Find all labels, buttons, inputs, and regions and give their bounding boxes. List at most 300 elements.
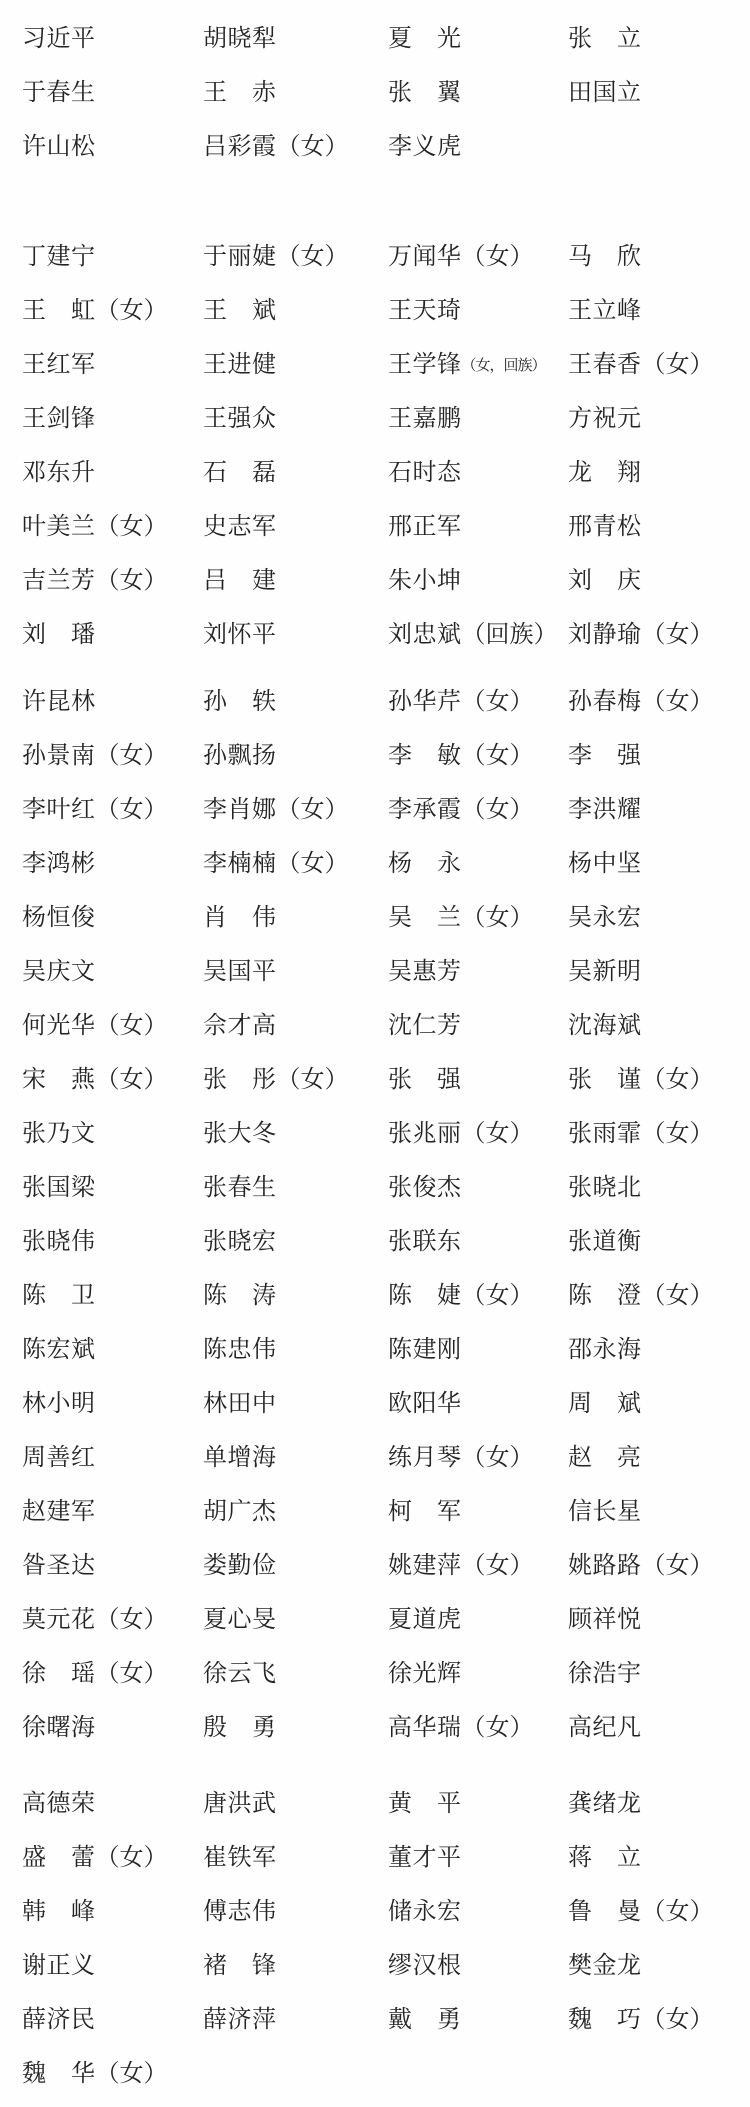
person-name: 许昆林	[22, 689, 96, 715]
gender-ethnic-note: （女）	[461, 1715, 534, 1741]
name-row	[0, 120, 750, 174]
person-name: 李楠楠	[203, 851, 277, 877]
name-block	[0, 1777, 750, 2101]
name-row	[0, 1647, 750, 1701]
name-cell	[388, 1282, 534, 1310]
name-cell	[568, 1790, 642, 1818]
name-row	[0, 1939, 750, 1993]
gender-ethnic-note: （女）	[641, 1553, 714, 1579]
person-name: 高纪凡	[568, 1715, 642, 1741]
name-cell	[568, 850, 642, 878]
person-name: 石 磊	[203, 460, 277, 486]
name-row	[0, 999, 750, 1053]
gender-ethnic-note: （女，回族）	[461, 358, 546, 374]
name-cell	[203, 688, 277, 716]
person-name: 王强众	[203, 406, 277, 432]
name-block	[0, 12, 750, 174]
name-cell	[568, 1714, 642, 1742]
person-name: 欧阳华	[388, 1391, 462, 1417]
name-row	[0, 446, 750, 500]
name-cell	[203, 1790, 277, 1818]
name-cell	[22, 1336, 96, 1364]
name-block	[0, 230, 750, 662]
person-name: 张 立	[568, 26, 642, 52]
name-row	[0, 891, 750, 945]
name-row	[0, 338, 750, 392]
person-name: 张乃文	[22, 1121, 96, 1147]
person-name: 黄 平	[388, 1791, 462, 1817]
person-name: 丁建宁	[22, 244, 96, 270]
person-name: 杨中坚	[568, 851, 642, 877]
name-cell	[22, 1444, 96, 1472]
gender-ethnic-note: （女）	[641, 1283, 714, 1309]
name-cell	[203, 1012, 277, 1040]
person-name: 孙飘扬	[203, 743, 277, 769]
name-row	[0, 392, 750, 446]
name-row	[0, 1215, 750, 1269]
name-row	[0, 1539, 750, 1593]
person-name: 李洪耀	[568, 797, 642, 823]
person-name: 张晓宏	[203, 1229, 277, 1255]
name-row	[0, 1593, 750, 1647]
name-cell	[22, 1012, 168, 1040]
person-name: 邢正军	[388, 514, 462, 540]
person-name: 薛济萍	[203, 2007, 277, 2033]
name-cell	[22, 742, 168, 770]
gender-ethnic-note: （女）	[461, 1121, 534, 1147]
person-name: 李肖娜	[203, 797, 277, 823]
gender-ethnic-note: （女）	[641, 352, 714, 378]
name-cell	[568, 1066, 714, 1094]
person-name: 马 欣	[568, 244, 642, 270]
name-cell	[22, 850, 96, 878]
person-name: 谢正义	[22, 1953, 96, 1979]
person-name: 张晓北	[568, 1175, 642, 1201]
name-cell	[203, 850, 349, 878]
name-cell	[22, 904, 96, 932]
person-name: 王 虹	[22, 298, 96, 324]
name-cell	[568, 243, 642, 271]
person-name: 张联东	[388, 1229, 462, 1255]
person-name: 薛济民	[22, 2007, 96, 2033]
name-row	[0, 1161, 750, 1215]
name-cell	[22, 1898, 96, 1926]
person-name: 徐浩宇	[568, 1661, 642, 1687]
name-cell	[203, 1066, 349, 1094]
gender-ethnic-note: （女）	[95, 1845, 168, 1871]
gender-ethnic-note: （女）	[461, 797, 534, 823]
name-row	[0, 837, 750, 891]
name-cell	[568, 904, 642, 932]
name-cell	[388, 1790, 462, 1818]
gender-ethnic-note: （女）	[276, 851, 349, 877]
name-cell	[568, 351, 714, 379]
name-cell	[203, 459, 277, 487]
person-name: 单增海	[203, 1445, 277, 1471]
name-cell	[203, 1174, 277, 1202]
person-name: 夏 光	[388, 26, 462, 52]
person-name: 张俊杰	[388, 1175, 462, 1201]
person-name: 田国立	[568, 80, 642, 106]
name-row	[0, 608, 750, 662]
gender-ethnic-note: （女）	[461, 689, 534, 715]
name-cell	[22, 958, 96, 986]
name-cell	[203, 297, 277, 325]
person-name: 崔铁军	[203, 1845, 277, 1871]
name-cell	[388, 243, 534, 271]
person-name: 盛 蕾	[22, 1845, 96, 1871]
name-cell	[203, 243, 349, 271]
name-cell	[568, 621, 714, 649]
name-cell	[22, 351, 96, 379]
name-cell	[203, 1952, 277, 1980]
person-name: 高德荣	[22, 1791, 96, 1817]
name-cell	[203, 904, 277, 932]
name-cell	[568, 567, 642, 595]
person-name: 张 谨	[568, 1067, 642, 1093]
person-name: 吉兰芳	[22, 568, 96, 594]
name-row	[0, 729, 750, 783]
person-name: 魏 华	[22, 2061, 96, 2087]
person-name: 王进健	[203, 352, 277, 378]
name-cell	[203, 25, 277, 53]
name-cell	[568, 742, 642, 770]
name-cell	[388, 1660, 462, 1688]
name-cell	[22, 1390, 96, 1418]
person-name: 王学锋	[388, 352, 462, 378]
name-cell	[568, 1120, 714, 1148]
person-name: 陈 婕	[388, 1283, 462, 1309]
name-cell	[203, 133, 349, 161]
name-cell	[388, 1606, 462, 1634]
gender-ethnic-note: （女）	[95, 1661, 168, 1687]
person-name: 鲁 曼	[568, 1899, 642, 1925]
name-cell	[388, 1336, 462, 1364]
person-name: 刘忠斌	[388, 622, 462, 648]
person-name: 缪汉根	[388, 1953, 462, 1979]
name-cell	[203, 2006, 277, 2034]
person-name: 赵建军	[22, 1499, 96, 1525]
name-cell	[22, 1174, 96, 1202]
name-cell	[22, 459, 96, 487]
name-cell	[388, 79, 462, 107]
person-name: 于春生	[22, 80, 96, 106]
name-row	[0, 1777, 750, 1831]
person-name: 张兆丽	[388, 1121, 462, 1147]
person-name: 王剑锋	[22, 406, 96, 432]
name-cell	[568, 1228, 642, 1256]
name-cell	[388, 1228, 462, 1256]
gender-ethnic-note: （女）	[461, 244, 534, 270]
person-name: 杨 永	[388, 851, 462, 877]
person-name: 孙春梅	[568, 689, 642, 715]
person-name: 李义虎	[388, 134, 462, 160]
name-cell	[568, 1498, 642, 1526]
person-name: 姚路路	[568, 1553, 642, 1579]
person-name: 刘 庆	[568, 568, 642, 594]
person-name: 刘静瑜	[568, 622, 642, 648]
person-name: 张晓伟	[22, 1229, 96, 1255]
name-cell	[22, 1714, 96, 1742]
person-name: 林小明	[22, 1391, 96, 1417]
name-row	[0, 500, 750, 554]
person-name: 许山松	[22, 134, 96, 160]
person-name: 王 赤	[203, 80, 277, 106]
person-name: 沈海斌	[568, 1013, 642, 1039]
person-name: 万闻华	[388, 244, 462, 270]
name-row	[0, 1831, 750, 1885]
gender-ethnic-note: （女）	[276, 1067, 349, 1093]
gender-ethnic-note: （女）	[461, 905, 534, 931]
name-cell	[203, 1606, 277, 1634]
person-name: 夏道虎	[388, 1607, 462, 1633]
name-cell	[568, 2006, 714, 2034]
name-cell	[22, 1228, 96, 1256]
person-name: 徐 瑶	[22, 1661, 96, 1687]
name-cell	[388, 850, 462, 878]
person-name: 娄勤俭	[203, 1553, 277, 1579]
person-name: 董才平	[388, 1845, 462, 1871]
gender-ethnic-note: （女）	[95, 1013, 168, 1039]
person-name: 肖 伟	[203, 905, 277, 931]
gender-ethnic-note: （女）	[641, 689, 714, 715]
person-name: 张 强	[388, 1067, 462, 1093]
person-name: 叶美兰	[22, 514, 96, 540]
person-name: 吕彩霞	[203, 134, 277, 160]
gender-ethnic-note: （女）	[95, 298, 168, 324]
person-name: 杨恒俊	[22, 905, 96, 931]
person-name: 陈忠伟	[203, 1337, 277, 1363]
name-cell	[22, 1790, 96, 1818]
person-name: 陈建刚	[388, 1337, 462, 1363]
name-cell	[568, 688, 714, 716]
person-name: 李叶红	[22, 797, 96, 823]
name-cell	[388, 1552, 534, 1580]
name-cell	[388, 351, 546, 380]
name-cell	[22, 133, 96, 161]
name-cell	[568, 1012, 642, 1040]
person-name: 吕 建	[203, 568, 277, 594]
person-name: 林田中	[203, 1391, 277, 1417]
name-cell	[203, 513, 277, 541]
person-name: 陈 涛	[203, 1283, 277, 1309]
name-cell	[22, 1498, 96, 1526]
name-cell	[568, 1174, 642, 1202]
name-cell	[388, 297, 462, 325]
person-name: 徐光辉	[388, 1661, 462, 1687]
name-cell	[203, 1282, 277, 1310]
name-cell	[388, 567, 462, 595]
name-cell	[568, 1444, 642, 1472]
name-cell	[22, 621, 96, 649]
person-name: 宋 燕	[22, 1067, 96, 1093]
name-cell	[388, 513, 462, 541]
person-name: 习近平	[22, 26, 96, 52]
name-block	[0, 675, 750, 1755]
name-cell	[203, 1498, 277, 1526]
gender-ethnic-note: （女）	[95, 743, 168, 769]
name-cell	[22, 1120, 96, 1148]
name-cell	[388, 1498, 462, 1526]
person-name: 石时态	[388, 460, 462, 486]
name-cell	[22, 79, 96, 107]
name-cell	[22, 1660, 168, 1688]
person-name: 陈 卫	[22, 1283, 96, 1309]
name-row	[0, 66, 750, 120]
person-name: 孙华芹	[388, 689, 462, 715]
name-cell	[203, 351, 277, 379]
person-name: 王春香	[568, 352, 642, 378]
person-name: 陈 澄	[568, 1283, 642, 1309]
person-name: 戴 勇	[388, 2007, 462, 2033]
name-cell	[22, 796, 168, 824]
name-cell	[388, 1714, 534, 1742]
person-name: 王天琦	[388, 298, 462, 324]
name-cell	[203, 621, 277, 649]
name-cell	[388, 904, 534, 932]
person-name: 孙景南	[22, 743, 96, 769]
person-name: 李 强	[568, 743, 642, 769]
person-name: 王嘉鹏	[388, 406, 462, 432]
name-cell	[388, 405, 462, 433]
name-cell	[388, 742, 534, 770]
name-row	[0, 1431, 750, 1485]
person-name: 魏 巧	[568, 2007, 642, 2033]
name-row	[0, 1323, 750, 1377]
person-name: 高华瑞	[388, 1715, 462, 1741]
gender-ethnic-note: （女）	[95, 1067, 168, 1093]
person-name: 张国梁	[22, 1175, 96, 1201]
name-cell	[388, 621, 558, 649]
gender-ethnic-note: （女）	[461, 1445, 534, 1471]
person-name: 邓东升	[22, 460, 96, 486]
name-cell	[568, 1898, 714, 1926]
person-name: 李 敏	[388, 743, 462, 769]
name-cell	[203, 1228, 277, 1256]
name-cell	[22, 25, 96, 53]
gender-ethnic-note: （女）	[95, 2061, 168, 2087]
name-cell	[388, 1390, 462, 1418]
person-name: 张春生	[203, 1175, 277, 1201]
person-name: 顾祥悦	[568, 1607, 642, 1633]
name-cell	[388, 1120, 534, 1148]
name-cell	[388, 25, 462, 53]
name-cell	[388, 1444, 534, 1472]
name-cell	[203, 1390, 277, 1418]
name-cell	[22, 1552, 96, 1580]
name-cell	[568, 1390, 642, 1418]
person-name: 张 彤	[203, 1067, 277, 1093]
person-name: 信长星	[568, 1499, 642, 1525]
name-cell	[22, 297, 168, 325]
person-name: 韩 峰	[22, 1899, 96, 1925]
gender-ethnic-note: （女）	[276, 134, 349, 160]
name-row	[0, 12, 750, 66]
name-row	[0, 1993, 750, 2047]
name-cell	[388, 2006, 462, 2034]
person-name: 邵永海	[568, 1337, 642, 1363]
person-name: 莫元花	[22, 1607, 96, 1633]
person-name: 王红军	[22, 352, 96, 378]
name-cell	[203, 1120, 277, 1148]
person-name: 周 斌	[568, 1391, 642, 1417]
person-name: 张雨霏	[568, 1121, 642, 1147]
gender-ethnic-note: （女）	[461, 1283, 534, 1309]
name-cell	[388, 1066, 462, 1094]
gender-ethnic-note: （女）	[641, 2007, 714, 2033]
name-row	[0, 783, 750, 837]
person-name: 吴国平	[203, 959, 277, 985]
person-name: 练月琴	[388, 1445, 462, 1471]
name-cell	[22, 513, 168, 541]
person-name: 赵 亮	[568, 1445, 642, 1471]
person-name: 胡广杰	[203, 1499, 277, 1525]
name-row	[0, 2047, 750, 2101]
person-name: 邢青松	[568, 514, 642, 540]
person-name: 王立峰	[568, 298, 642, 324]
person-name: 刘怀平	[203, 622, 277, 648]
person-name: 吴 兰	[388, 905, 462, 931]
name-row	[0, 1701, 750, 1755]
person-name: 姚建萍	[388, 1553, 462, 1579]
person-name: 王 斌	[203, 298, 277, 324]
person-name: 夏心旻	[203, 1607, 277, 1633]
name-row	[0, 284, 750, 338]
person-name: 徐云飞	[203, 1661, 277, 1687]
name-cell	[388, 1174, 462, 1202]
name-cell	[388, 1012, 462, 1040]
name-cell	[388, 1898, 462, 1926]
name-cell	[203, 1552, 277, 1580]
person-name: 樊金龙	[568, 1953, 642, 1979]
person-name: 张大冬	[203, 1121, 277, 1147]
name-cell	[568, 405, 642, 433]
name-cell	[203, 79, 277, 107]
name-cell	[203, 1714, 277, 1742]
name-cell	[388, 133, 462, 161]
person-name: 龙 翔	[568, 460, 642, 486]
name-cell	[203, 1336, 277, 1364]
person-name: 沈仁芳	[388, 1013, 462, 1039]
name-cell	[568, 459, 642, 487]
name-cell	[568, 1952, 642, 1980]
name-cell	[22, 2060, 168, 2088]
name-row	[0, 1885, 750, 1939]
person-name: 张 翼	[388, 80, 462, 106]
name-cell	[568, 79, 642, 107]
name-cell	[22, 567, 168, 595]
person-name: 吴庆文	[22, 959, 96, 985]
name-cell	[203, 958, 277, 986]
person-name: 蒋 立	[568, 1845, 642, 1871]
name-cell	[388, 688, 534, 716]
person-name: 柯 军	[388, 1499, 462, 1525]
name-cell	[22, 243, 96, 271]
person-name: 昝圣达	[22, 1553, 96, 1579]
name-cell	[22, 688, 96, 716]
name-cell	[568, 958, 642, 986]
person-name: 李鸿彬	[22, 851, 96, 877]
name-row	[0, 1107, 750, 1161]
person-name: 史志军	[203, 514, 277, 540]
name-cell	[203, 742, 277, 770]
name-cell	[203, 567, 277, 595]
name-cell	[22, 405, 96, 433]
name-cell	[568, 1336, 642, 1364]
person-name: 何光华	[22, 1013, 96, 1039]
person-name: 方祝元	[568, 406, 642, 432]
name-cell	[388, 796, 534, 824]
